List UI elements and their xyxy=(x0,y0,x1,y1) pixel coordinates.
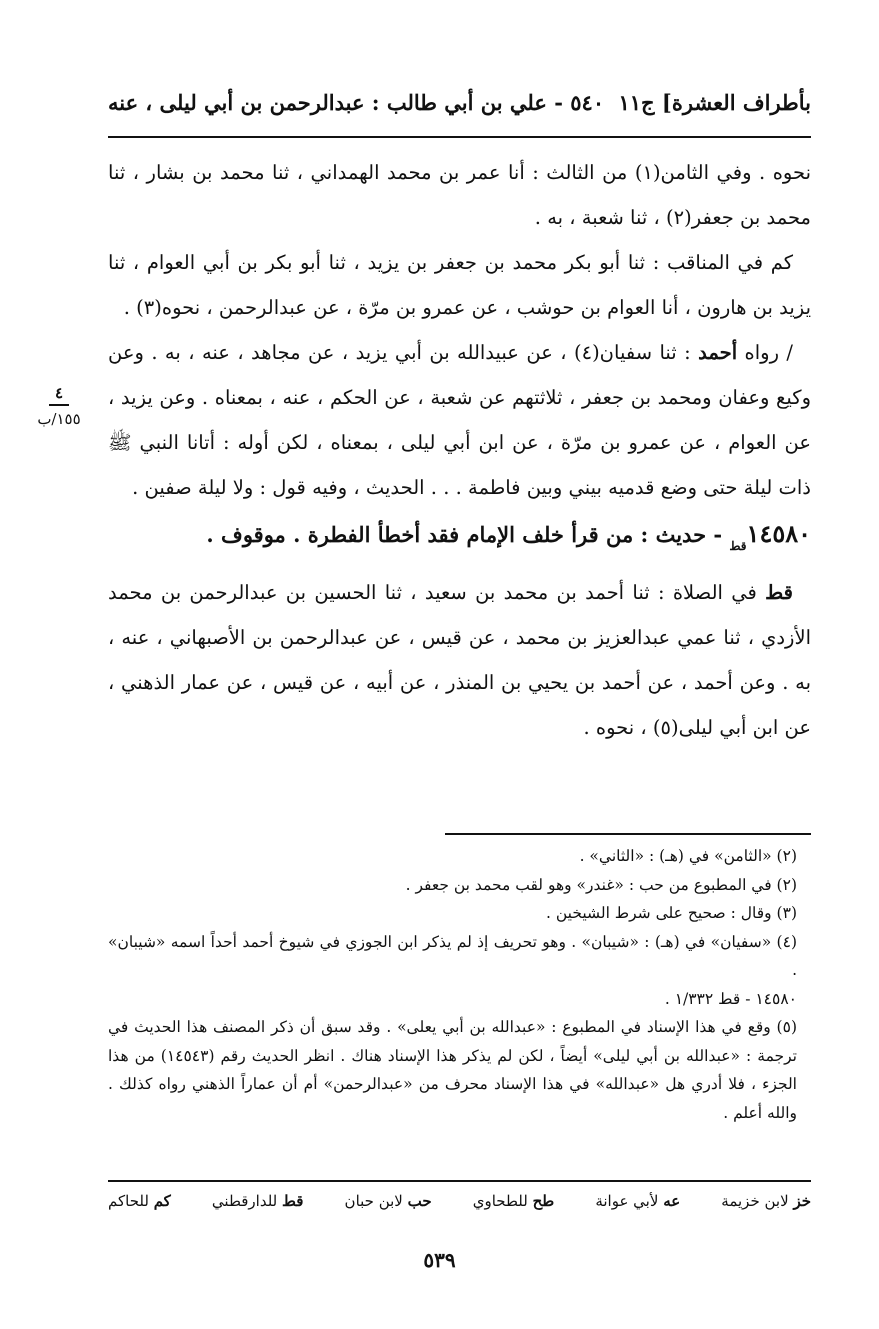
main-text xyxy=(108,150,811,750)
abbreviations-key xyxy=(108,1192,811,1210)
footnote-1: (٢) «الثامن» في (هـ) : «الثاني» . xyxy=(579,847,797,865)
source-ahmad: أحمد xyxy=(698,341,738,364)
footnote-2: (٢) في المطبوع من حب : «غندر» وهو لقب محمد بن جعفر . xyxy=(405,875,797,894)
abbreviations-divider xyxy=(108,1180,811,1182)
margin-ref-volume: ٤ xyxy=(49,382,69,406)
page-number: ٥٣٩ xyxy=(423,1248,456,1272)
hadith-source-mark: قط xyxy=(729,539,747,553)
paragraph-3-text: : ثنا سفيان(٤) ، عن عبيدالله بن أبي يزيد ، عن مجاهد ، عنه ، به . وعن وكيع وعفان ومحمد بن جعفر ، ثلاثتهم عن شعبة ، عن الحكم ، عنه ، بمعناه . وعن يزيد ، عن العوام ، عن عمرو بن مرّة ، عن ابن أبي ليلى ، بمعناه ، لكن أوله : أتانا النبي ﷺ ذات ليلة حتى وضع قدميه بيني وبين فاطمة . . . الحديث ، وفيه قول : ولا ليلة صفين . xyxy=(108,341,811,499)
abbr-item: طح للطحاوي xyxy=(472,1192,555,1210)
abbr-item: خز لابن خزيمة xyxy=(721,1192,811,1210)
source-qt: قط xyxy=(765,581,793,604)
running-header xyxy=(108,84,811,126)
paragraph-2: كم في المناقب : ثنا أبو بكر محمد بن جعفر بن يزيد ، ثنا أبو بكر بن أبي العوام ، ثنا يزيد بن هارون ، أنا العوام بن حوشب ، عن عمرو بن مرّة ، عن عبدالرحمن ، نحوه(٣) . xyxy=(108,251,811,319)
abbr-item: عه لأبي عوانة xyxy=(595,1192,681,1210)
abbr-item: حب لابن حبان xyxy=(344,1192,432,1210)
footnotes xyxy=(108,842,811,1127)
hadith-heading xyxy=(108,510,811,570)
header-chapter: ٥٤٠ - علي بن أبي طالب : عبدالرحمن بن أبي ليلى ، عنه xyxy=(108,90,605,115)
paragraph-4 xyxy=(108,570,811,750)
header-volume: بأطراف العشرة] ج١١ xyxy=(618,90,811,115)
margin-manuscript-reference xyxy=(26,382,92,430)
margin-ref-folio: ١٥٥/ب xyxy=(37,410,81,428)
footnote-4: (٤) «سفيان» في (هـ) : «شيبان» . وهو تحريف إذ لم يذكر ابن الجوزي في شيوخ أحمد أحداً اسمه «شيبان» . xyxy=(108,932,797,979)
paragraph-3-lead: / رواه xyxy=(744,341,793,364)
footnote-hadith-ref: ١٤٥٨٠ - قط ١/٣٣٢ . xyxy=(664,989,797,1008)
abbr-item: كم للحاكم xyxy=(108,1192,171,1210)
footnote-3: (٣) وقال : صحيح على شرط الشيخين . xyxy=(546,904,797,922)
hadith-text: - حديث : من قرأ خلف الإمام فقد أخطأ الفطرة . موقوف . xyxy=(206,522,723,547)
paragraph-1: نحوه . وفي الثامن(١) من الثالث : أنا عمر بن محمد الهمداني ، ثنا محمد بن بشار ، ثنا محمد بن جعفر(٢) ، ثنا شعبة ، به . xyxy=(108,161,812,229)
header-divider xyxy=(108,136,811,138)
paragraph-4-text: في الصلاة : ثنا أحمد بن محمد بن سعيد ، ثنا الحسين بن عبدالرحمن بن محمد الأزدي ، ثنا عمي عبدالعزيز بن محمد ، عن قيس ، عن عبدالرحمن بن الأصبهاني ، عنه ، به . وعن أحمد ، عن أحمد بن يحيي بن المنذر ، عن أبيه ، عن قيس ، عن عمار الذهني ، عن ابن أبي ليلى(٥) ، نحوه . xyxy=(108,581,811,739)
abbr-item: قط للدارقطني xyxy=(211,1192,304,1210)
footnote-divider xyxy=(445,833,811,835)
paragraph-3 xyxy=(108,330,811,510)
footnote-5: (٥) وقع في هذا الإسناد في المطبوع : «عبدالله بن أبي يعلى» . وقد سبق أن ذكر المصنف هذا الحديث في ترجمة : «عبدالله بن أبي ليلى» أيضاً ، لكن لم يذكر هذا الإسناد هناك . انظر الحديث رقم (١٤٥٤٣) من هذا الجزء ، فلا أدري هل «عبدالله» في هذا الإسناد محرف من «عبدالرحمن» أم أن عماراً الذهني رواه كذلك . والله أعلم . xyxy=(108,1018,797,1122)
hadith-number: ١٤٥٨٠ xyxy=(746,519,811,548)
